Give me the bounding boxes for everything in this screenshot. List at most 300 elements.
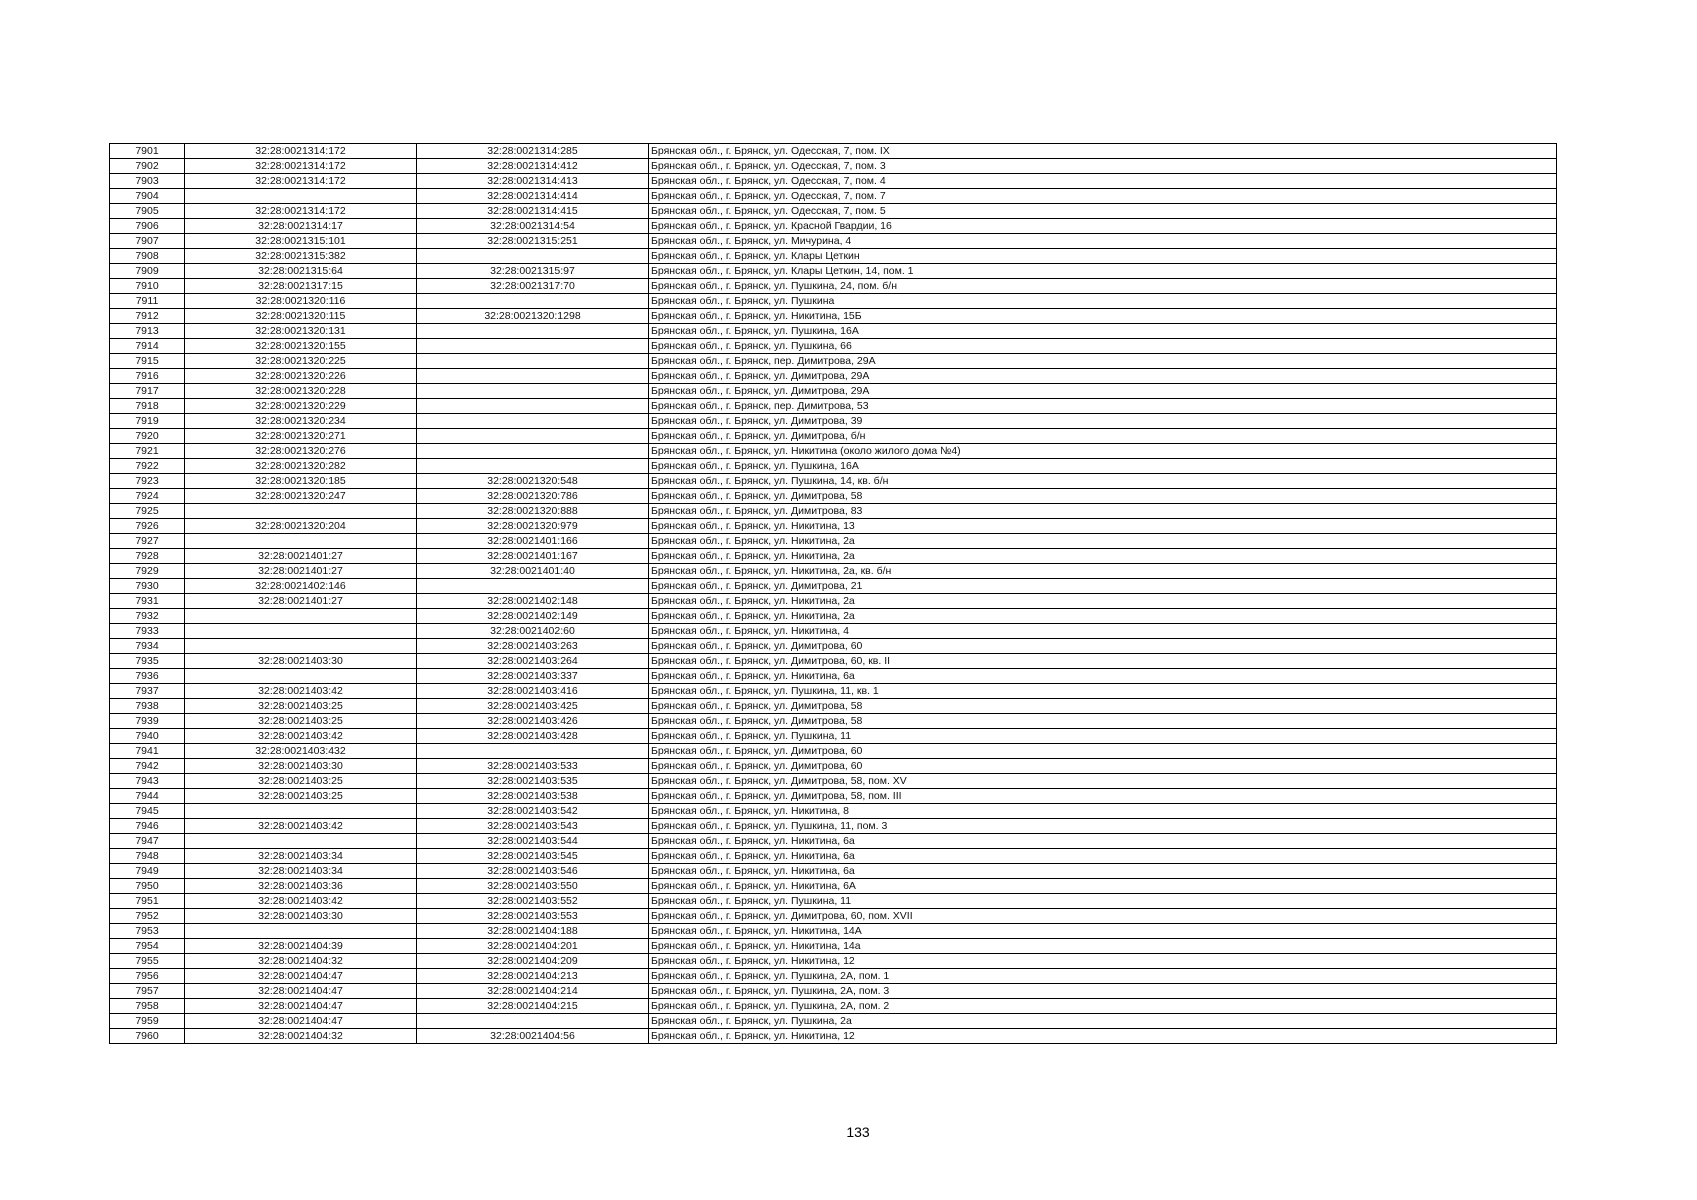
table-row bbox=[110, 144, 1557, 159]
table-row bbox=[110, 279, 1557, 294]
parcel-cadastral-number-cell: 32:28:0021403:30 bbox=[185, 909, 417, 924]
row-number-cell: 7927 bbox=[110, 534, 185, 549]
table-row bbox=[110, 429, 1557, 444]
row-number-cell: 7950 bbox=[110, 879, 185, 894]
parcel-cadastral-number-cell: 32:28:0021314:172 bbox=[185, 144, 417, 159]
parcel-cadastral-number-cell: 32:28:0021320:225 bbox=[185, 354, 417, 369]
address-cell: Брянская обл., г. Брянск, ул. Пушкина, 16А bbox=[649, 324, 1557, 339]
object-cadastral-number-cell: 32:28:0021402:148 bbox=[417, 594, 649, 609]
object-cadastral-number-cell: 32:28:0021401:166 bbox=[417, 534, 649, 549]
table-row bbox=[110, 714, 1557, 729]
row-number-cell: 7930 bbox=[110, 579, 185, 594]
row-number-cell: 7933 bbox=[110, 624, 185, 639]
object-cadastral-number-cell: 32:28:0021404:215 bbox=[417, 999, 649, 1014]
row-number-cell: 7919 bbox=[110, 414, 185, 429]
parcel-cadastral-number-cell: 32:28:0021401:27 bbox=[185, 564, 417, 579]
object-cadastral-number-cell: 32:28:0021314:413 bbox=[417, 174, 649, 189]
address-cell: Брянская обл., г. Брянск, ул. Никитина, 15Б bbox=[649, 309, 1557, 324]
address-cell: Брянская обл., г. Брянск, ул. Димитрова, 58 bbox=[649, 489, 1557, 504]
object-cadastral-number-cell: 32:28:0021403:546 bbox=[417, 864, 649, 879]
address-cell: Брянская обл., г. Брянск, ул. Димитрова, б/н bbox=[649, 429, 1557, 444]
row-number-cell: 7951 bbox=[110, 894, 185, 909]
parcel-cadastral-number-cell: 32:28:0021320:234 bbox=[185, 414, 417, 429]
address-cell: Брянская обл., г. Брянск, ул. Пушкина, 16А bbox=[649, 459, 1557, 474]
object-cadastral-number-cell: 32:28:0021403:553 bbox=[417, 909, 649, 924]
table-row bbox=[110, 744, 1557, 759]
row-number-cell: 7949 bbox=[110, 864, 185, 879]
parcel-cadastral-number-cell: 32:28:0021320:155 bbox=[185, 339, 417, 354]
row-number-cell: 7918 bbox=[110, 399, 185, 414]
address-cell: Брянская обл., г. Брянск, ул. Никитина, 2а bbox=[649, 534, 1557, 549]
address-cell: Брянская обл., г. Брянск, ул. Никитина, 6а bbox=[649, 864, 1557, 879]
parcel-cadastral-number-cell: 32:28:0021403:30 bbox=[185, 759, 417, 774]
table-row bbox=[110, 954, 1557, 969]
row-number-cell: 7935 bbox=[110, 654, 185, 669]
table-row bbox=[110, 699, 1557, 714]
parcel-cadastral-number-cell: 32:28:0021315:64 bbox=[185, 264, 417, 279]
parcel-cadastral-number-cell: 32:28:0021403:34 bbox=[185, 849, 417, 864]
parcel-cadastral-number-cell: 32:28:0021401:27 bbox=[185, 594, 417, 609]
object-cadastral-number-cell: 32:28:0021404:214 bbox=[417, 984, 649, 999]
address-cell: Брянская обл., г. Брянск, ул. Никитина, 4 bbox=[649, 624, 1557, 639]
object-cadastral-number-cell bbox=[417, 369, 649, 384]
object-cadastral-number-cell: 32:28:0021404:209 bbox=[417, 954, 649, 969]
row-number-cell: 7932 bbox=[110, 609, 185, 624]
table-row bbox=[110, 969, 1557, 984]
parcel-cadastral-number-cell: 32:28:0021317:15 bbox=[185, 279, 417, 294]
object-cadastral-number-cell: 32:28:0021403:535 bbox=[417, 774, 649, 789]
parcel-cadastral-number-cell: 32:28:0021314:172 bbox=[185, 159, 417, 174]
object-cadastral-number-cell: 32:28:0021320:979 bbox=[417, 519, 649, 534]
parcel-cadastral-number-cell: 32:28:0021320:204 bbox=[185, 519, 417, 534]
address-cell: Брянская обл., г. Брянск, ул. Одесская, 7, пом. 3 bbox=[649, 159, 1557, 174]
table-row bbox=[110, 669, 1557, 684]
row-number-cell: 7942 bbox=[110, 759, 185, 774]
address-cell: Брянская обл., г. Брянск, ул. Никитина, 2а, кв. б/н bbox=[649, 564, 1557, 579]
table-row bbox=[110, 864, 1557, 879]
object-cadastral-number-cell: 32:28:0021320:786 bbox=[417, 489, 649, 504]
row-number-cell: 7901 bbox=[110, 144, 185, 159]
object-cadastral-number-cell: 32:28:0021314:54 bbox=[417, 219, 649, 234]
row-number-cell: 7943 bbox=[110, 774, 185, 789]
address-cell: Брянская обл., г. Брянск, пер. Димитрова, 29А bbox=[649, 354, 1557, 369]
table-row bbox=[110, 519, 1557, 534]
table-row bbox=[110, 984, 1557, 999]
table-row bbox=[110, 309, 1557, 324]
object-cadastral-number-cell bbox=[417, 429, 649, 444]
table-row bbox=[110, 624, 1557, 639]
parcel-cadastral-number-cell: 32:28:0021320:271 bbox=[185, 429, 417, 444]
parcel-cadastral-number-cell: 32:28:0021402:146 bbox=[185, 579, 417, 594]
object-cadastral-number-cell bbox=[417, 444, 649, 459]
table-row bbox=[110, 1014, 1557, 1029]
parcel-cadastral-number-cell: 32:28:0021315:101 bbox=[185, 234, 417, 249]
object-cadastral-number-cell: 32:28:0021320:888 bbox=[417, 504, 649, 519]
object-cadastral-number-cell: 32:28:0021314:415 bbox=[417, 204, 649, 219]
address-cell: Брянская обл., г. Брянск, ул. Мичурина, 4 bbox=[649, 234, 1557, 249]
object-cadastral-number-cell bbox=[417, 459, 649, 474]
row-number-cell: 7955 bbox=[110, 954, 185, 969]
address-cell: Брянская обл., г. Брянск, ул. Никитина, 14а bbox=[649, 939, 1557, 954]
parcel-cadastral-number-cell: 32:28:0021403:42 bbox=[185, 729, 417, 744]
table-row bbox=[110, 819, 1557, 834]
object-cadastral-number-cell: 32:28:0021404:56 bbox=[417, 1029, 649, 1044]
address-cell: Брянская обл., г. Брянск, ул. Никитина, 12 bbox=[649, 954, 1557, 969]
row-number-cell: 7916 bbox=[110, 369, 185, 384]
row-number-cell: 7959 bbox=[110, 1014, 185, 1029]
object-cadastral-number-cell: 32:28:0021403:263 bbox=[417, 639, 649, 654]
row-number-cell: 7914 bbox=[110, 339, 185, 354]
table-row bbox=[110, 639, 1557, 654]
table-row bbox=[110, 549, 1557, 564]
object-cadastral-number-cell: 32:28:0021401:40 bbox=[417, 564, 649, 579]
object-cadastral-number-cell: 32:28:0021403:425 bbox=[417, 699, 649, 714]
row-number-cell: 7937 bbox=[110, 684, 185, 699]
address-cell: Брянская обл., г. Брянск, ул. Никитина, 8 bbox=[649, 804, 1557, 819]
parcel-cadastral-number-cell: 32:28:0021403:34 bbox=[185, 864, 417, 879]
table-row bbox=[110, 159, 1557, 174]
row-number-cell: 7910 bbox=[110, 279, 185, 294]
table-row bbox=[110, 789, 1557, 804]
address-cell: Брянская обл., г. Брянск, ул. Димитрова, 39 bbox=[649, 414, 1557, 429]
address-cell: Брянская обл., г. Брянск, ул. Клары Цеткин, 14, пом. 1 bbox=[649, 264, 1557, 279]
parcel-cadastral-number-cell: 32:28:0021404:47 bbox=[185, 969, 417, 984]
parcel-cadastral-number-cell: 32:28:0021403:25 bbox=[185, 714, 417, 729]
parcel-cadastral-number-cell bbox=[185, 639, 417, 654]
table-row bbox=[110, 924, 1557, 939]
table-row bbox=[110, 294, 1557, 309]
parcel-cadastral-number-cell: 32:28:0021314:17 bbox=[185, 219, 417, 234]
table-row bbox=[110, 489, 1557, 504]
object-cadastral-number-cell: 32:28:0021403:533 bbox=[417, 759, 649, 774]
parcel-cadastral-number-cell: 32:28:0021315:382 bbox=[185, 249, 417, 264]
address-cell: Брянская обл., г. Брянск, ул. Пушкина bbox=[649, 294, 1557, 309]
object-cadastral-number-cell: 32:28:0021401:167 bbox=[417, 549, 649, 564]
table-row bbox=[110, 774, 1557, 789]
address-cell: Брянская обл., г. Брянск, ул. Димитрова, 58 bbox=[649, 714, 1557, 729]
row-number-cell: 7944 bbox=[110, 789, 185, 804]
address-cell: Брянская обл., г. Брянск, ул. Димитрова, 29А bbox=[649, 369, 1557, 384]
object-cadastral-number-cell: 32:28:0021403:543 bbox=[417, 819, 649, 834]
object-cadastral-number-cell bbox=[417, 414, 649, 429]
row-number-cell: 7913 bbox=[110, 324, 185, 339]
address-cell: Брянская обл., г. Брянск, ул. Одесская, 7, пом. 4 bbox=[649, 174, 1557, 189]
object-cadastral-number-cell bbox=[417, 354, 649, 369]
address-cell: Брянская обл., г. Брянск, ул. Пушкина, 66 bbox=[649, 339, 1557, 354]
row-number-cell: 7931 bbox=[110, 594, 185, 609]
object-cadastral-number-cell: 32:28:0021402:60 bbox=[417, 624, 649, 639]
object-cadastral-number-cell: 32:28:0021320:548 bbox=[417, 474, 649, 489]
object-cadastral-number-cell bbox=[417, 384, 649, 399]
object-cadastral-number-cell: 32:28:0021315:97 bbox=[417, 264, 649, 279]
object-cadastral-number-cell: 32:28:0021403:545 bbox=[417, 849, 649, 864]
object-cadastral-number-cell bbox=[417, 744, 649, 759]
address-cell: Брянская обл., г. Брянск, ул. Димитрова, 83 bbox=[649, 504, 1557, 519]
table-row bbox=[110, 369, 1557, 384]
address-cell: Брянская обл., г. Брянск, ул. Димитрова, 60 bbox=[649, 639, 1557, 654]
table-row bbox=[110, 189, 1557, 204]
parcel-cadastral-number-cell: 32:28:0021314:172 bbox=[185, 174, 417, 189]
parcel-cadastral-number-cell: 32:28:0021403:25 bbox=[185, 789, 417, 804]
address-cell: Брянская обл., г. Брянск, ул. Никитина, 2а bbox=[649, 609, 1557, 624]
row-number-cell: 7954 bbox=[110, 939, 185, 954]
parcel-cadastral-number-cell: 32:28:0021320:115 bbox=[185, 309, 417, 324]
parcel-cadastral-number-cell bbox=[185, 669, 417, 684]
address-cell: Брянская обл., г. Брянск, ул. Никитина, 6а bbox=[649, 849, 1557, 864]
address-cell: Брянская обл., г. Брянск, ул. Димитрова, 58, пом. XV bbox=[649, 774, 1557, 789]
row-number-cell: 7948 bbox=[110, 849, 185, 864]
table-row bbox=[110, 414, 1557, 429]
object-cadastral-number-cell: 32:28:0021314:412 bbox=[417, 159, 649, 174]
address-cell: Брянская обл., г. Брянск, ул. Клары Цеткин bbox=[649, 249, 1557, 264]
table-row bbox=[110, 324, 1557, 339]
address-cell: Брянская обл., г. Брянск, ул. Димитрова, 21 bbox=[649, 579, 1557, 594]
table-row bbox=[110, 804, 1557, 819]
parcel-cadastral-number-cell: 32:28:0021403:25 bbox=[185, 774, 417, 789]
object-cadastral-number-cell: 32:28:0021403:337 bbox=[417, 669, 649, 684]
address-cell: Брянская обл., г. Брянск, ул. Димитрова, 58 bbox=[649, 699, 1557, 714]
row-number-cell: 7960 bbox=[110, 1029, 185, 1044]
table-row bbox=[110, 174, 1557, 189]
parcel-cadastral-number-cell: 32:28:0021403:42 bbox=[185, 684, 417, 699]
object-cadastral-number-cell bbox=[417, 1014, 649, 1029]
parcel-cadastral-number-cell: 32:28:0021404:32 bbox=[185, 954, 417, 969]
table-row bbox=[110, 354, 1557, 369]
parcel-cadastral-number-cell: 32:28:0021320:116 bbox=[185, 294, 417, 309]
address-cell: Брянская обл., г. Брянск, ул. Никитина, 2а bbox=[649, 549, 1557, 564]
table-row bbox=[110, 459, 1557, 474]
address-cell: Брянская обл., г. Брянск, ул. Одесская, 7, пом. 7 bbox=[649, 189, 1557, 204]
parcel-cadastral-number-cell: 32:28:0021320:228 bbox=[185, 384, 417, 399]
parcel-cadastral-number-cell: 32:28:0021404:39 bbox=[185, 939, 417, 954]
parcel-cadastral-number-cell: 32:28:0021320:247 bbox=[185, 489, 417, 504]
address-cell: Брянская обл., г. Брянск, ул. Никитина, 14А bbox=[649, 924, 1557, 939]
table-row bbox=[110, 339, 1557, 354]
table-row bbox=[110, 564, 1557, 579]
row-number-cell: 7921 bbox=[110, 444, 185, 459]
address-cell: Брянская обл., г. Брянск, ул. Никитина (около жилого дома №4) bbox=[649, 444, 1557, 459]
object-cadastral-number-cell: 32:28:0021403:538 bbox=[417, 789, 649, 804]
parcel-cadastral-number-cell: 32:28:0021403:42 bbox=[185, 819, 417, 834]
parcel-cadastral-number-cell: 32:28:0021401:27 bbox=[185, 549, 417, 564]
table-row bbox=[110, 729, 1557, 744]
row-number-cell: 7926 bbox=[110, 519, 185, 534]
row-number-cell: 7928 bbox=[110, 549, 185, 564]
address-cell: Брянская обл., г. Брянск, ул. Пушкина, 2А, пом. 2 bbox=[649, 999, 1557, 1014]
parcel-cadastral-number-cell: 32:28:0021404:32 bbox=[185, 1029, 417, 1044]
table-row bbox=[110, 999, 1557, 1014]
parcel-cadastral-number-cell: 32:28:0021404:47 bbox=[185, 1014, 417, 1029]
row-number-cell: 7957 bbox=[110, 984, 185, 999]
table-row bbox=[110, 879, 1557, 894]
parcel-cadastral-number-cell bbox=[185, 624, 417, 639]
address-cell: Брянская обл., г. Брянск, ул. Пушкина, 2а bbox=[649, 1014, 1557, 1029]
address-cell: Брянская обл., г. Брянск, ул. Никитина, 6а bbox=[649, 834, 1557, 849]
address-cell: Брянская обл., г. Брянск, ул. Димитрова, 60, пом. XVII bbox=[649, 909, 1557, 924]
row-number-cell: 7945 bbox=[110, 804, 185, 819]
table-row bbox=[110, 249, 1557, 264]
object-cadastral-number-cell: 32:28:0021320:1298 bbox=[417, 309, 649, 324]
parcel-cadastral-number-cell bbox=[185, 834, 417, 849]
address-cell: Брянская обл., г. Брянск, ул. Пушкина, 11, пом. 3 bbox=[649, 819, 1557, 834]
object-cadastral-number-cell bbox=[417, 294, 649, 309]
table-row bbox=[110, 444, 1557, 459]
registry-table-body bbox=[110, 144, 1557, 1044]
row-number-cell: 7936 bbox=[110, 669, 185, 684]
object-cadastral-number-cell: 32:28:0021403:428 bbox=[417, 729, 649, 744]
parcel-cadastral-number-cell bbox=[185, 924, 417, 939]
table-row bbox=[110, 1029, 1557, 1044]
table-row bbox=[110, 909, 1557, 924]
row-number-cell: 7934 bbox=[110, 639, 185, 654]
object-cadastral-number-cell: 32:28:0021403:550 bbox=[417, 879, 649, 894]
address-cell: Брянская обл., г. Брянск, ул. Никитина, 6А bbox=[649, 879, 1557, 894]
object-cadastral-number-cell bbox=[417, 324, 649, 339]
table-row bbox=[110, 534, 1557, 549]
address-cell: Брянская обл., г. Брянск, ул. Пушкина, 24, пом. б/н bbox=[649, 279, 1557, 294]
table-row bbox=[110, 219, 1557, 234]
table-row bbox=[110, 504, 1557, 519]
object-cadastral-number-cell: 32:28:0021314:285 bbox=[417, 144, 649, 159]
row-number-cell: 7903 bbox=[110, 174, 185, 189]
row-number-cell: 7953 bbox=[110, 924, 185, 939]
object-cadastral-number-cell: 32:28:0021403:552 bbox=[417, 894, 649, 909]
address-cell: Брянская обл., г. Брянск, ул. Пушкина, 2А, пом. 3 bbox=[649, 984, 1557, 999]
row-number-cell: 7917 bbox=[110, 384, 185, 399]
address-cell: Брянская обл., г. Брянск, ул. Одесская, 7, пом. 5 bbox=[649, 204, 1557, 219]
address-cell: Брянская обл., г. Брянск, ул. Красной Гвардии, 16 bbox=[649, 219, 1557, 234]
parcel-cadastral-number-cell bbox=[185, 189, 417, 204]
object-cadastral-number-cell: 32:28:0021317:70 bbox=[417, 279, 649, 294]
address-cell: Брянская обл., г. Брянск, ул. Димитрова, 60 bbox=[649, 759, 1557, 774]
parcel-cadastral-number-cell: 32:28:0021403:30 bbox=[185, 654, 417, 669]
row-number-cell: 7958 bbox=[110, 999, 185, 1014]
row-number-cell: 7947 bbox=[110, 834, 185, 849]
row-number-cell: 7925 bbox=[110, 504, 185, 519]
address-cell: Брянская обл., г. Брянск, ул. Пушкина, 11, кв. 1 bbox=[649, 684, 1557, 699]
address-cell: Брянская обл., г. Брянск, ул. Никитина, 13 bbox=[649, 519, 1557, 534]
table-row bbox=[110, 474, 1557, 489]
row-number-cell: 7905 bbox=[110, 204, 185, 219]
object-cadastral-number-cell: 32:28:0021403:416 bbox=[417, 684, 649, 699]
address-cell: Брянская обл., г. Брянск, ул. Никитина, 6а bbox=[649, 669, 1557, 684]
row-number-cell: 7908 bbox=[110, 249, 185, 264]
row-number-cell: 7940 bbox=[110, 729, 185, 744]
row-number-cell: 7902 bbox=[110, 159, 185, 174]
parcel-cadastral-number-cell: 32:28:0021320:185 bbox=[185, 474, 417, 489]
row-number-cell: 7923 bbox=[110, 474, 185, 489]
address-cell: Брянская обл., г. Брянск, ул. Димитрова, 60, кв. II bbox=[649, 654, 1557, 669]
address-cell: Брянская обл., г. Брянск, ул. Димитрова, 58, пом. III bbox=[649, 789, 1557, 804]
parcel-cadastral-number-cell: 32:28:0021314:172 bbox=[185, 204, 417, 219]
row-number-cell: 7924 bbox=[110, 489, 185, 504]
object-cadastral-number-cell: 32:28:0021315:251 bbox=[417, 234, 649, 249]
row-number-cell: 7922 bbox=[110, 459, 185, 474]
row-number-cell: 7939 bbox=[110, 714, 185, 729]
object-cadastral-number-cell: 32:28:0021403:542 bbox=[417, 804, 649, 819]
table-row bbox=[110, 684, 1557, 699]
row-number-cell: 7946 bbox=[110, 819, 185, 834]
row-number-cell: 7909 bbox=[110, 264, 185, 279]
address-cell: Брянская обл., г. Брянск, пер. Димитрова, 53 bbox=[649, 399, 1557, 414]
object-cadastral-number-cell: 32:28:0021404:213 bbox=[417, 969, 649, 984]
parcel-cadastral-number-cell bbox=[185, 609, 417, 624]
row-number-cell: 7906 bbox=[110, 219, 185, 234]
registry-table bbox=[109, 143, 1557, 1044]
address-cell: Брянская обл., г. Брянск, ул. Никитина, 2а bbox=[649, 594, 1557, 609]
parcel-cadastral-number-cell: 32:28:0021320:131 bbox=[185, 324, 417, 339]
row-number-cell: 7911 bbox=[110, 294, 185, 309]
table-row bbox=[110, 654, 1557, 669]
parcel-cadastral-number-cell: 32:28:0021403:36 bbox=[185, 879, 417, 894]
object-cadastral-number-cell bbox=[417, 399, 649, 414]
row-number-cell: 7952 bbox=[110, 909, 185, 924]
parcel-cadastral-number-cell bbox=[185, 534, 417, 549]
address-cell: Брянская обл., г. Брянск, ул. Одесская, 7, пом. IX bbox=[649, 144, 1557, 159]
table-row bbox=[110, 849, 1557, 864]
parcel-cadastral-number-cell: 32:28:0021320:276 bbox=[185, 444, 417, 459]
address-cell: Брянская обл., г. Брянск, ул. Димитрова, 29А bbox=[649, 384, 1557, 399]
row-number-cell: 7941 bbox=[110, 744, 185, 759]
row-number-cell: 7912 bbox=[110, 309, 185, 324]
address-cell: Брянская обл., г. Брянск, ул. Пушкина, 14, кв. б/н bbox=[649, 474, 1557, 489]
table-row bbox=[110, 939, 1557, 954]
object-cadastral-number-cell bbox=[417, 339, 649, 354]
object-cadastral-number-cell: 32:28:0021403:426 bbox=[417, 714, 649, 729]
parcel-cadastral-number-cell: 32:28:0021320:282 bbox=[185, 459, 417, 474]
object-cadastral-number-cell bbox=[417, 249, 649, 264]
row-number-cell: 7920 bbox=[110, 429, 185, 444]
parcel-cadastral-number-cell: 32:28:0021403:432 bbox=[185, 744, 417, 759]
object-cadastral-number-cell: 32:28:0021314:414 bbox=[417, 189, 649, 204]
parcel-cadastral-number-cell bbox=[185, 504, 417, 519]
parcel-cadastral-number-cell: 32:28:0021403:25 bbox=[185, 699, 417, 714]
parcel-cadastral-number-cell: 32:28:0021320:229 bbox=[185, 399, 417, 414]
table-row bbox=[110, 399, 1557, 414]
address-cell: Брянская обл., г. Брянск, ул. Пушкина, 11 bbox=[649, 894, 1557, 909]
parcel-cadastral-number-cell: 32:28:0021403:42 bbox=[185, 894, 417, 909]
object-cadastral-number-cell: 32:28:0021404:201 bbox=[417, 939, 649, 954]
parcel-cadastral-number-cell: 32:28:0021320:226 bbox=[185, 369, 417, 384]
parcel-cadastral-number-cell: 32:28:0021404:47 bbox=[185, 999, 417, 1014]
object-cadastral-number-cell: 32:28:0021402:149 bbox=[417, 609, 649, 624]
address-cell: Брянская обл., г. Брянск, ул. Пушкина, 11 bbox=[649, 729, 1557, 744]
row-number-cell: 7938 bbox=[110, 699, 185, 714]
row-number-cell: 7956 bbox=[110, 969, 185, 984]
table-row bbox=[110, 384, 1557, 399]
table-row bbox=[110, 834, 1557, 849]
row-number-cell: 7907 bbox=[110, 234, 185, 249]
table-row bbox=[110, 759, 1557, 774]
object-cadastral-number-cell: 32:28:0021403:264 bbox=[417, 654, 649, 669]
address-cell: Брянская обл., г. Брянск, ул. Пушкина, 2А, пом. 1 bbox=[649, 969, 1557, 984]
address-cell: Брянская обл., г. Брянск, ул. Никитина, 12 bbox=[649, 1029, 1557, 1044]
row-number-cell: 7915 bbox=[110, 354, 185, 369]
table-row bbox=[110, 264, 1557, 279]
address-cell: Брянская обл., г. Брянск, ул. Димитрова, 60 bbox=[649, 744, 1557, 759]
table-row bbox=[110, 579, 1557, 594]
table-row bbox=[110, 609, 1557, 624]
object-cadastral-number-cell: 32:28:0021404:188 bbox=[417, 924, 649, 939]
table-row bbox=[110, 594, 1557, 609]
page-number: 133 bbox=[846, 1124, 870, 1140]
object-cadastral-number-cell: 32:28:0021403:544 bbox=[417, 834, 649, 849]
row-number-cell: 7929 bbox=[110, 564, 185, 579]
object-cadastral-number-cell bbox=[417, 579, 649, 594]
parcel-cadastral-number-cell bbox=[185, 804, 417, 819]
table-row bbox=[110, 204, 1557, 219]
row-number-cell: 7904 bbox=[110, 189, 185, 204]
